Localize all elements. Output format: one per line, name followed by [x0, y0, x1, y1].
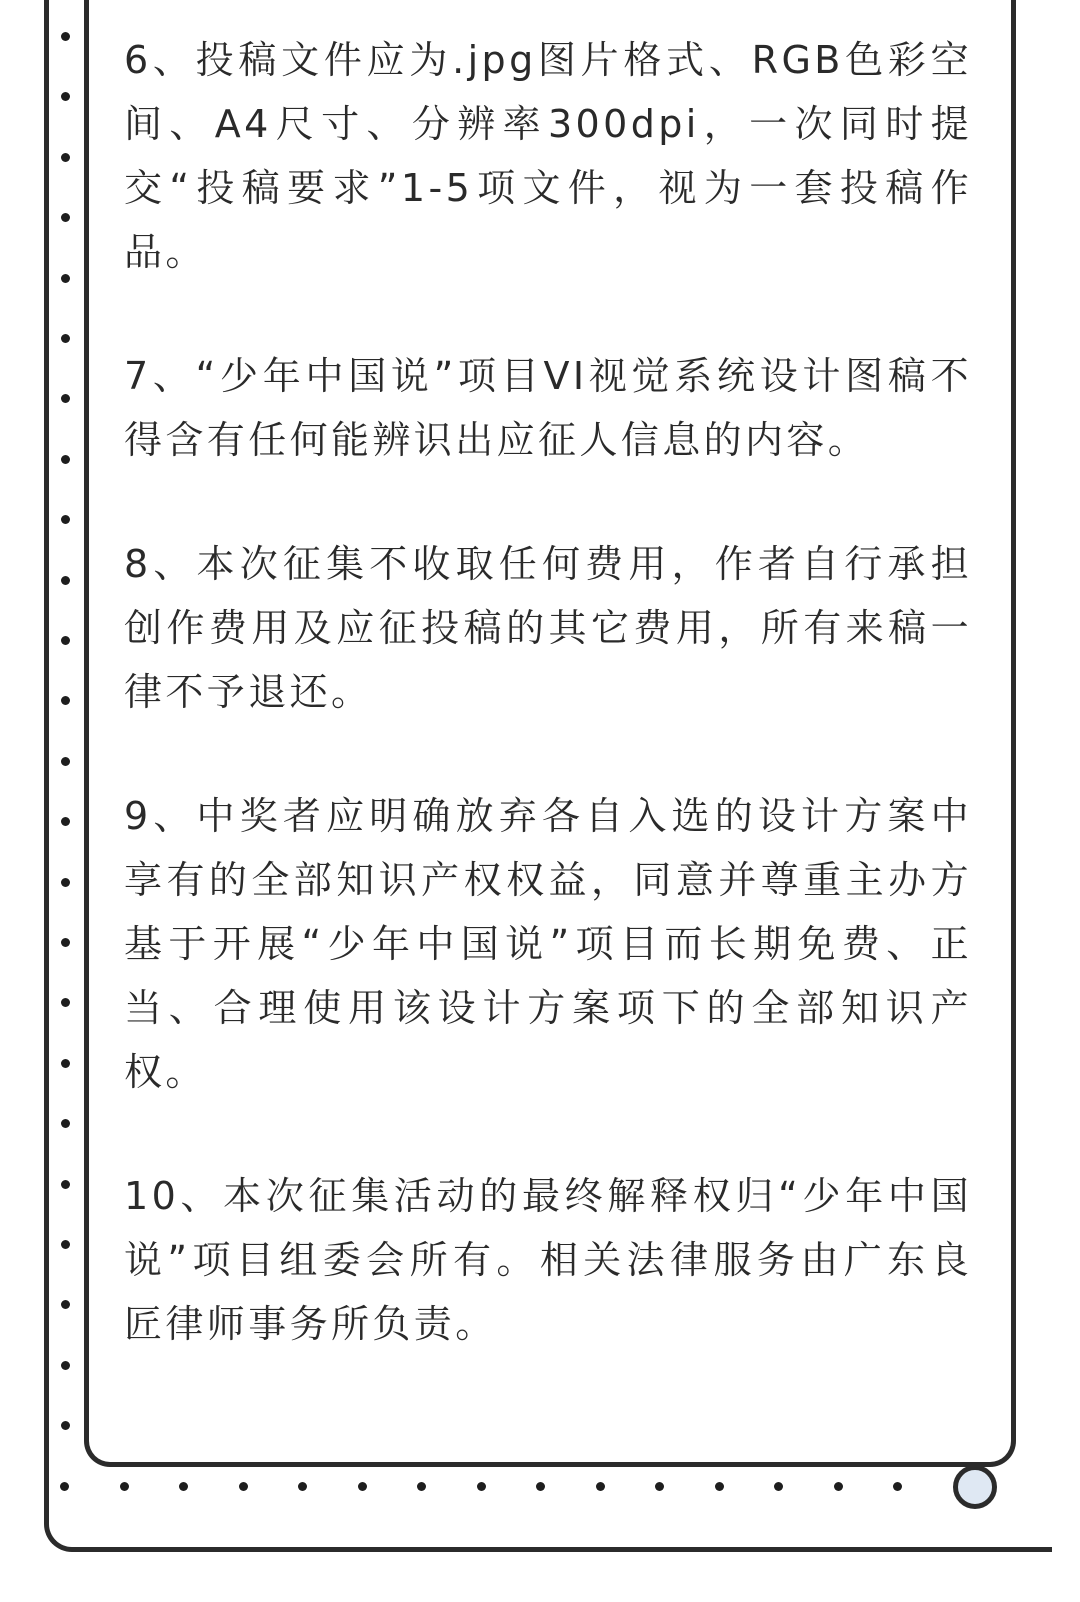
border-dot: [61, 92, 70, 101]
border-dot: [239, 1482, 248, 1491]
rule-item-10: 10、本次征集活动的最终解释权归“少年中国说”项目组委会所有。相关法律服务由广东良匠律师事务所负责。: [124, 1174, 972, 1346]
border-dot: [61, 274, 70, 283]
border-dot: [596, 1482, 605, 1491]
border-dot: [61, 213, 70, 222]
border-dot: [61, 153, 70, 162]
border-dot: [120, 1482, 129, 1491]
corner-circle-icon: [953, 1465, 997, 1509]
left-dot-column: [61, 0, 71, 1500]
border-dot: [536, 1482, 545, 1491]
border-dot: [298, 1482, 307, 1491]
rule-item-8: 8、本次征集不收取任何费用，作者自行承担创作费用及应征投稿的其它费用，所有来稿一律不予退还。: [124, 542, 972, 714]
border-dot: [417, 1482, 426, 1491]
border-dot: [715, 1482, 724, 1491]
border-dot: [61, 515, 70, 524]
border-dot: [61, 817, 70, 826]
border-dot: [774, 1482, 783, 1491]
border-dot: [61, 455, 70, 464]
border-dot: [179, 1482, 188, 1491]
border-dot: [655, 1482, 664, 1491]
border-dot: [61, 878, 70, 887]
rule-item-7: 7、“少年中国说”项目VI视觉系统设计图稿不得含有任何能辨识出应征人信息的内容。: [124, 354, 972, 462]
border-dot: [61, 394, 70, 403]
rule-item-9: 9、中奖者应明确放弃各自入选的设计方案中享有的全部知识产权权益，同意并尊重主办方基于开展“少年中国说”项目而长期免费、正当、合理使用该设计方案项下的全部知识产权。: [124, 794, 972, 1094]
border-dot: [477, 1482, 486, 1491]
border-dot: [358, 1482, 367, 1491]
border-dot: [60, 1482, 69, 1491]
border-dot: [61, 32, 70, 41]
border-dot: [61, 938, 70, 947]
rule-item-6: 6、投稿文件应为.jpg图片格式、RGB色彩空间、A4尺寸、分辨率300dpi，一次同时提交“投稿要求”1-5项文件，视为一套投稿作品。: [124, 38, 972, 274]
rules-text-block: [124, 28, 972, 1416]
border-dot: [893, 1482, 902, 1491]
border-dot: [61, 1421, 70, 1430]
border-dot: [61, 1119, 70, 1128]
border-dot: [834, 1482, 843, 1491]
border-dot: [61, 696, 70, 705]
border-dot: [61, 1180, 70, 1189]
border-dot: [61, 1059, 70, 1068]
border-dot: [61, 1361, 70, 1370]
border-dot: [61, 998, 70, 1007]
bottom-dot-row: [0, 1482, 1080, 1494]
border-dot: [61, 757, 70, 766]
border-dot: [61, 1240, 70, 1249]
border-dot: [61, 636, 70, 645]
border-dot: [61, 1300, 70, 1309]
border-dot: [61, 334, 70, 343]
border-dot: [61, 576, 70, 585]
